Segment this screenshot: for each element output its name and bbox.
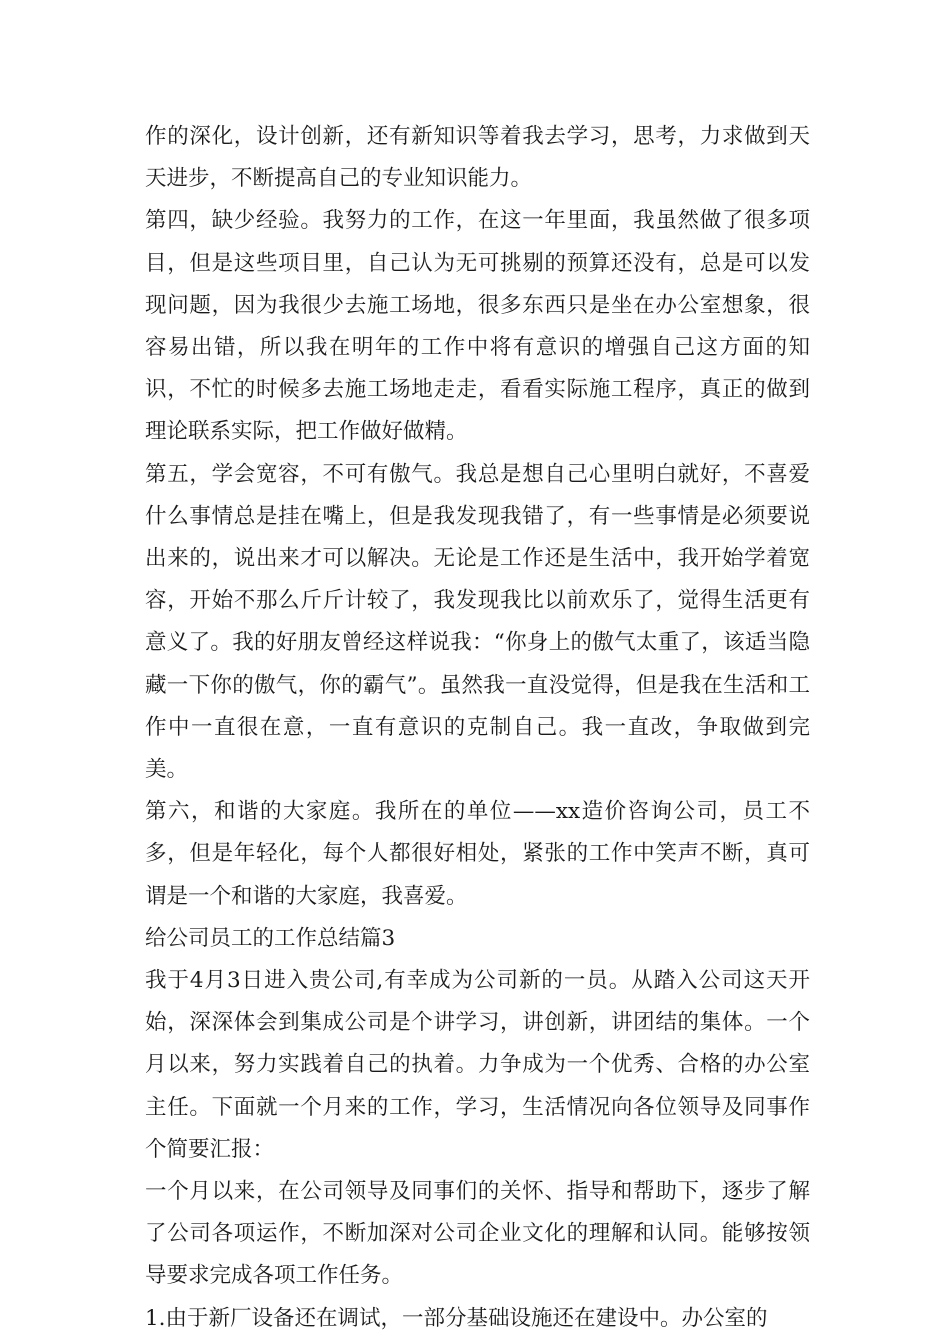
paragraph-1: 作的深化，设计创新，还有新知识等着我去学习，思考，力求做到天天进步，不断提高自己的专业知识能力。 <box>145 124 810 192</box>
paragraph-4: 第六，和谐的大家庭。我所在的单位——xx造价咨询公司，员工不多，但是年轻化，每个人都很好相处，紧张的工作中笑声不断，真可谓是一个和谐的大家庭，我喜爱。 <box>145 799 810 909</box>
document-body <box>145 116 810 1340</box>
paragraph-3: 第五，学会宽容，不可有傲气。我总是想自己心里明白就好，不喜爱什么事情总是挂在嘴上，但是我发现我错了，有一些事情是必须要说出来的，说出来才可以解决。无论是工作还是生活中，我开始学着宽容，开始不那么斤斤计较了，我发现我比以前欢乐了，觉得生活更有意义了。我的好朋友曾经这样说我：“你身上的傲气太重了，该适当隐藏一下你的傲气，你的霸气”。虽然我一直没觉得，但是我在生活和工作中一直很在意，一直有意识的克制自己。我一直改，争取做到完美。 <box>145 461 810 783</box>
paragraph-5: 我于4月3日进入贵公司,有幸成为公司新的一员。从踏入公司这天开始，深深体会到集成公司是个讲学习，讲创新，讲团结的集体。一个月以来，努力实践着自己的执着。力争成为一个优秀、合格的办公室主任。下面就一个月来的工作，学习，生活情况向各位领导及同事作个简要汇报： <box>145 968 810 1162</box>
section-heading: 给公司员工的工作总结篇3 <box>145 925 396 951</box>
paragraph-2: 第四，缺少经验。我努力的工作，在这一年里面，我虽然做了很多项目，但是这些项目里，自己认为无可挑剔的预算还没有，总是可以发现问题，因为我很少去施工场地，很多东西只是坐在办公室想象，很容易出错，所以我在明年的工作中将有意识的增强自己这方面的知识，不忙的时候多去施工场地走走，看看实际施工程序，真正的做到理论联系实际，把工作做好做精。 <box>145 208 810 445</box>
paragraph-7: 1.由于新厂设备还在调试，一部分基础设施还在建设中。办公室的 <box>145 1305 768 1331</box>
paragraph-6: 一个月以来，在公司领导及同事们的关怀、指导和帮助下，逐步了解了公司各项运作，不断加深对公司企业文化的理解和认同。能够按领导要求完成各项工作任务。 <box>145 1179 810 1289</box>
